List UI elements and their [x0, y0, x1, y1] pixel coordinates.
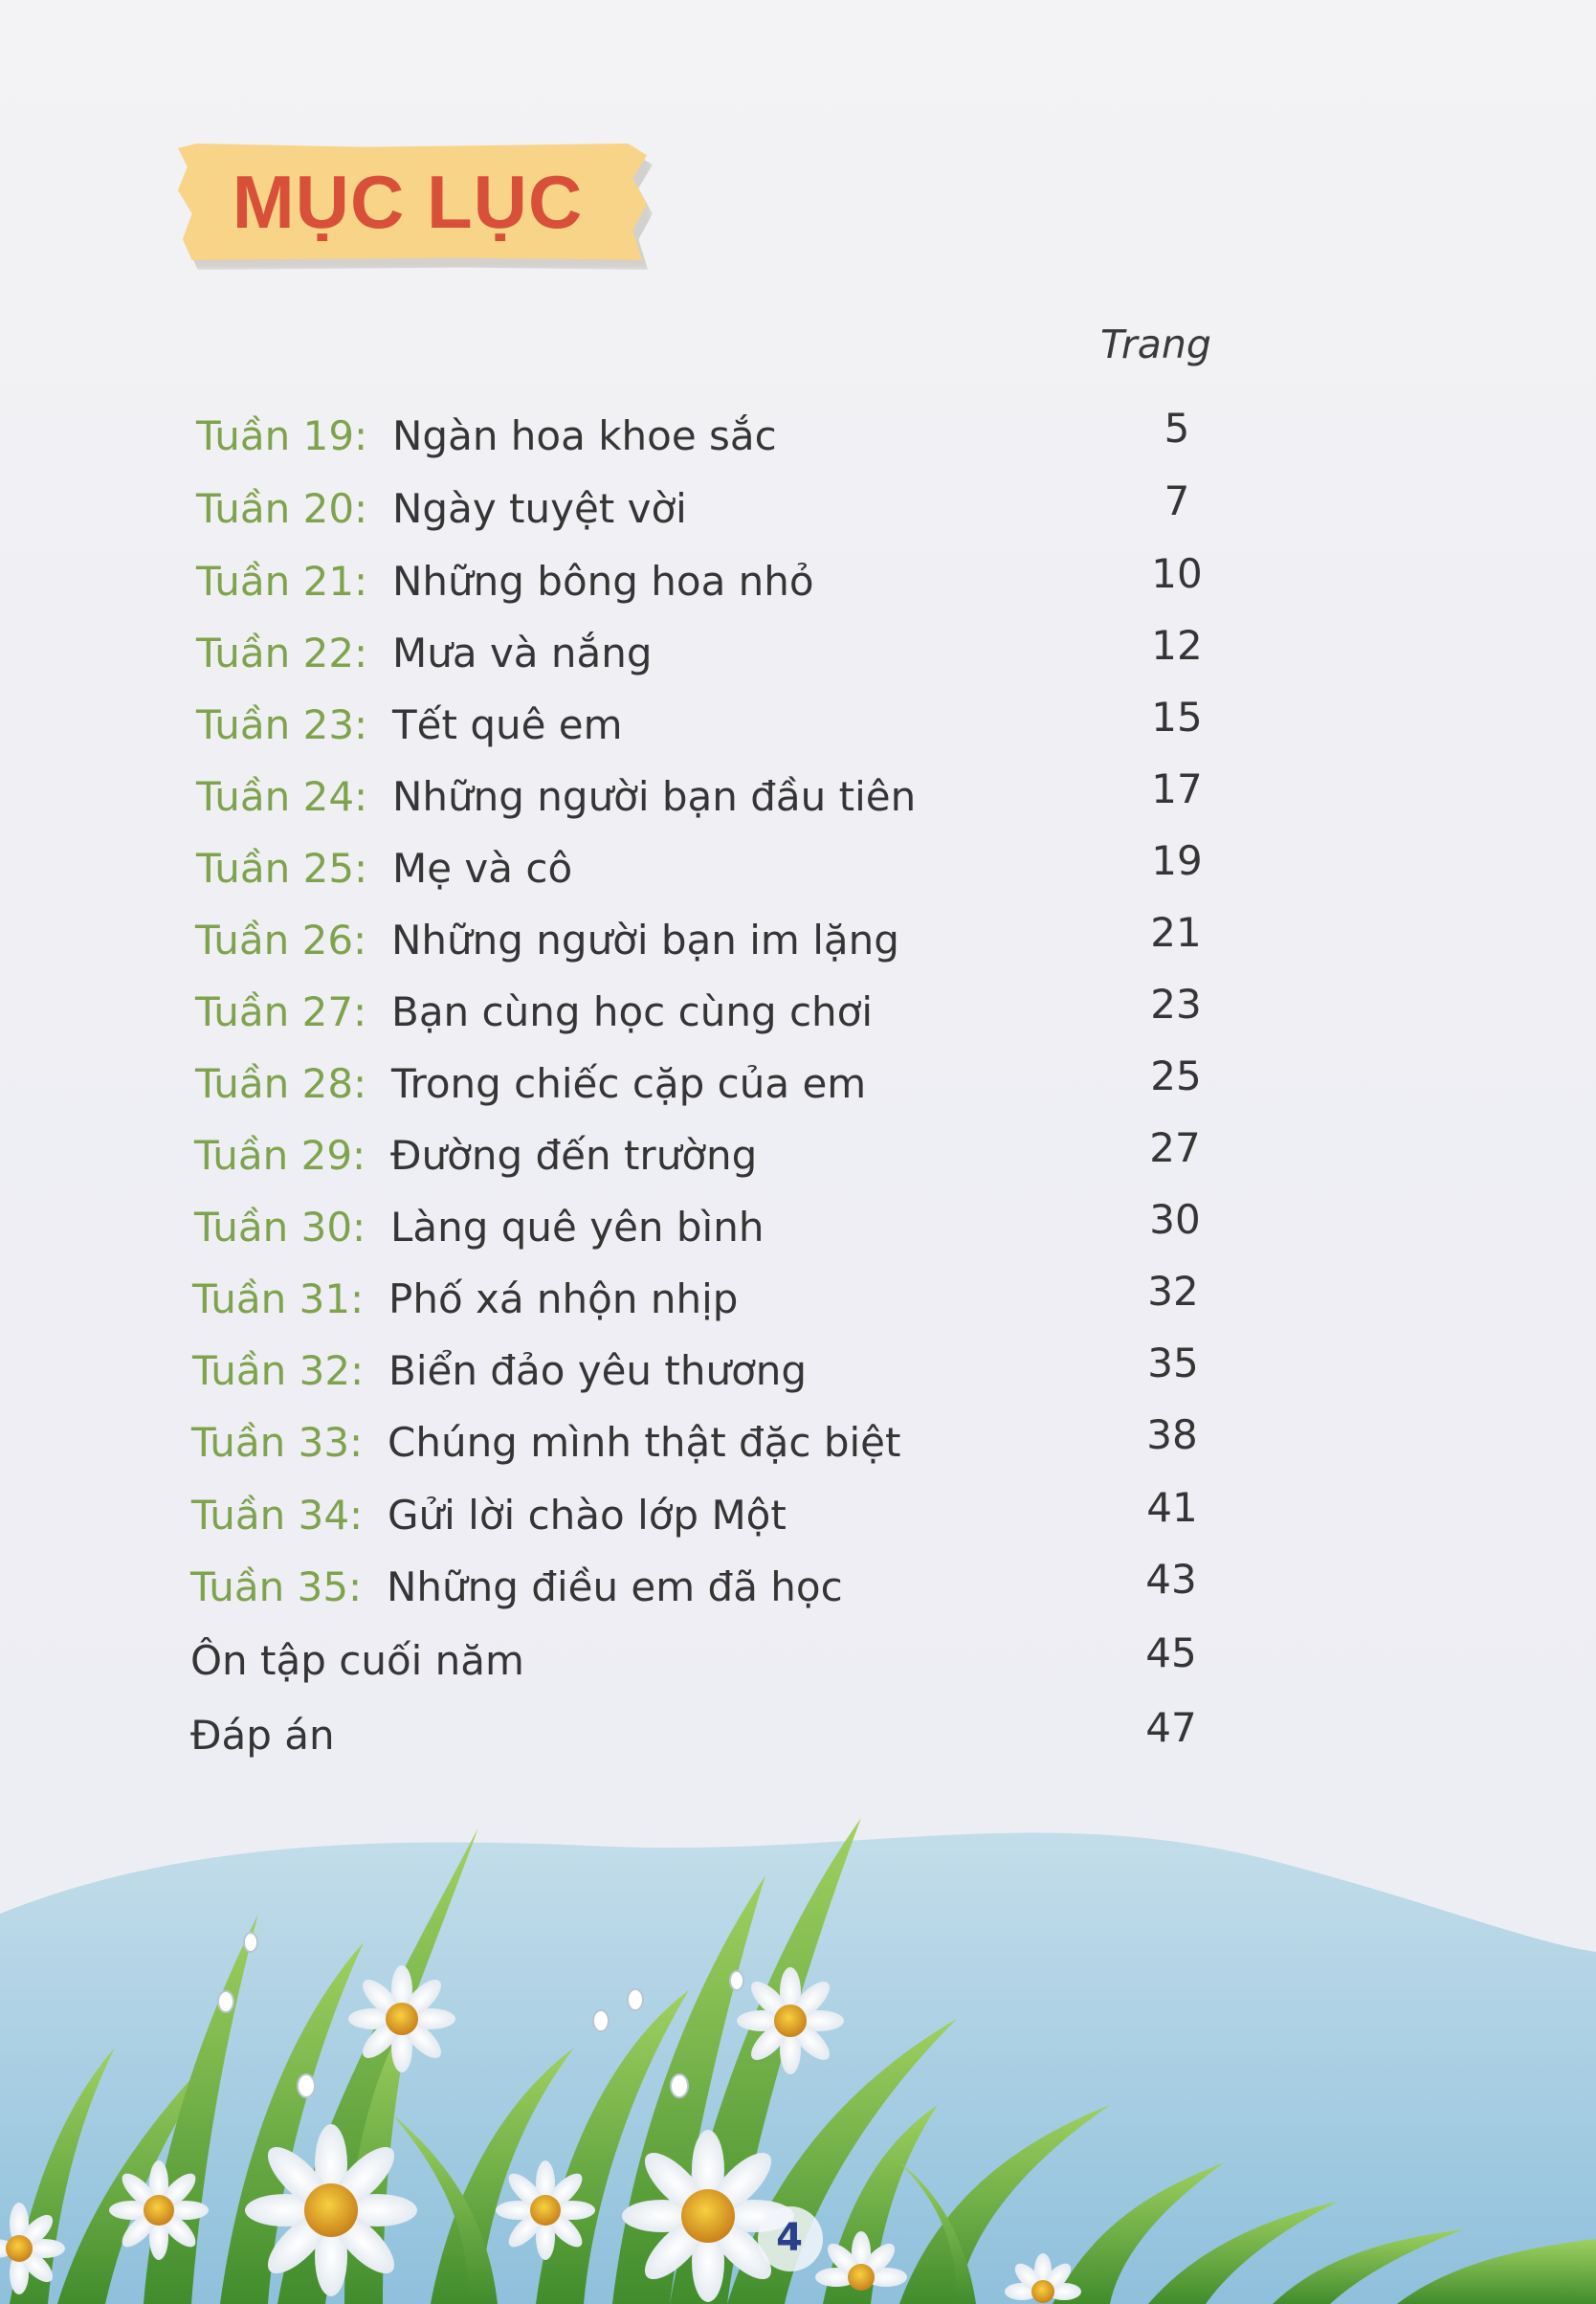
toc-item[interactable]: [196, 406, 1210, 467]
toc-title: Trong chiếc cặp của em: [391, 1060, 867, 1107]
toc-week: Tuần 32:: [192, 1347, 365, 1394]
toc-item[interactable]: [196, 695, 1210, 756]
toc-item[interactable]: [194, 1125, 1208, 1186]
toc-page: 21: [1150, 909, 1202, 956]
toc-page: 47: [1145, 1704, 1197, 1751]
toc-title: Bạn cùng học cùng chơi: [391, 988, 874, 1035]
toc-week: Tuần 19:: [196, 412, 368, 459]
toc-item[interactable]: [191, 1485, 1206, 1546]
toc-page: 15: [1151, 694, 1203, 741]
toc-title: Đáp án: [190, 1712, 335, 1759]
toc-page: 43: [1145, 1556, 1197, 1603]
toc-week: Tuần 29:: [194, 1132, 366, 1179]
toc-week: Tuần 27:: [195, 988, 367, 1035]
toc-title: Ngàn hoa khoe sắc: [392, 412, 777, 459]
toc-week: Tuần 34:: [191, 1492, 364, 1539]
toc-title: Mưa và nắng: [392, 630, 653, 676]
page-number: 4: [776, 2216, 803, 2260]
toc-page: 38: [1146, 1411, 1198, 1458]
toc-page: 27: [1149, 1124, 1201, 1171]
toc-item[interactable]: [195, 1053, 1209, 1115]
toc-item[interactable]: [195, 910, 1209, 971]
toc-item[interactable]: [192, 1340, 1207, 1402]
toc-week: Tuần 35:: [190, 1563, 363, 1610]
toc-item[interactable]: [191, 1412, 1206, 1473]
toc-page: 35: [1147, 1340, 1199, 1386]
toc-page: 19: [1151, 837, 1203, 884]
toc-item-answers[interactable]: [190, 1705, 1205, 1766]
toc-title: Những người bạn im lặng: [391, 917, 899, 964]
toc-title: Phố xá nhộn nhịp: [388, 1275, 739, 1322]
toc-item[interactable]: [195, 982, 1209, 1043]
toc-page: 30: [1149, 1196, 1201, 1243]
toc-week: Tuần 20:: [196, 485, 368, 532]
toc-page: 10: [1151, 550, 1203, 597]
toc-page: 32: [1147, 1268, 1199, 1315]
toc-item[interactable]: [196, 766, 1210, 828]
toc-page: 41: [1146, 1484, 1198, 1531]
toc-page: 12: [1151, 622, 1203, 669]
toc-item[interactable]: [196, 478, 1210, 540]
toc-week: Tuần 25:: [196, 845, 368, 892]
toc-week: Tuần 24:: [196, 773, 368, 820]
toc-title: Chúng mình thật đặc biệt: [388, 1419, 901, 1466]
toc-title: Đường đến trường: [390, 1132, 758, 1179]
toc-title: Ôn tập cuối năm: [190, 1637, 524, 1684]
toc-title: Mẹ và cô: [392, 845, 573, 892]
toc-item[interactable]: [190, 1557, 1205, 1618]
toc-page: 7: [1164, 477, 1190, 524]
toc-item-review[interactable]: [190, 1630, 1205, 1692]
toc-item[interactable]: [196, 838, 1210, 899]
toc-title: Gửi lời chào lớp Một: [388, 1492, 787, 1539]
page-column-label: Trang: [1100, 321, 1211, 367]
toc-week: Tuần 33:: [191, 1419, 364, 1466]
toc-page: 23: [1150, 981, 1202, 1028]
toc-week: Tuần 21:: [196, 558, 368, 605]
toc-page: 5: [1164, 405, 1190, 452]
toc-item[interactable]: [196, 623, 1210, 684]
toc-week: Tuần 31:: [192, 1275, 365, 1322]
toc-page: 17: [1151, 765, 1203, 812]
toc-page: 45: [1145, 1629, 1197, 1676]
toc-week: Tuần 26:: [195, 917, 367, 964]
toc-title: Ngày tuyệt vời: [392, 485, 687, 532]
toc-item[interactable]: [194, 1197, 1208, 1258]
toc-week: Tuần 30:: [194, 1204, 366, 1251]
toc-title: Những người bạn đầu tiên: [392, 773, 917, 820]
toc-week: Tuần 22:: [196, 630, 368, 676]
toc-page: 25: [1150, 1052, 1202, 1099]
toc-title: Biển đảo yêu thương: [388, 1347, 808, 1394]
toc-title: Những bông hoa nhỏ: [392, 558, 814, 605]
toc-title: Những điều em đã học: [387, 1563, 843, 1610]
toc-title: Tết quê em: [392, 701, 623, 748]
toc-week: Tuần 28:: [195, 1060, 367, 1107]
toc-item[interactable]: [196, 551, 1210, 612]
toc-title: Làng quê yên bình: [390, 1204, 765, 1251]
toc-week: Tuần 23:: [196, 701, 368, 748]
toc-item[interactable]: [192, 1269, 1207, 1330]
page-title: MỤC LỤC: [232, 159, 584, 244]
